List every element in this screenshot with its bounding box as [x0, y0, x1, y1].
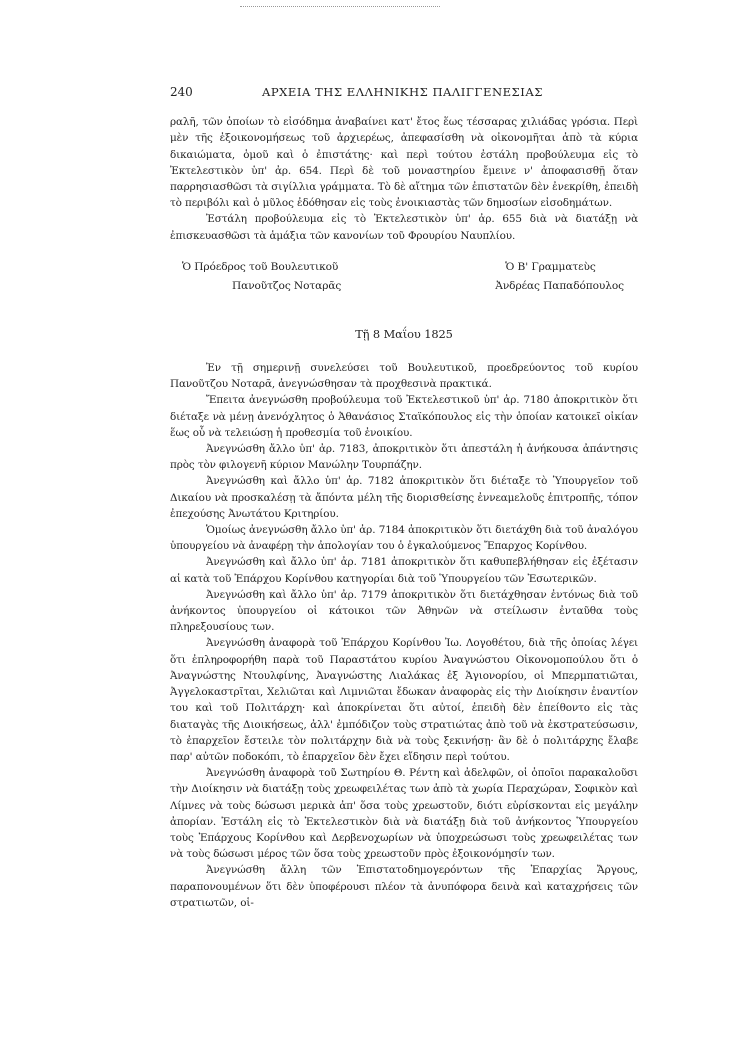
- paragraph: Ἀνεγνώσθη καὶ ἄλλο ὑπ' ἀρ. 7179 ἀποκριτικὸν ὅτι διετάχθησαν ἐντόνως διὰ τοῦ ἀνήκοντος ὑπουργείου οἱ κάτοικοι τῶν Ἀθηνῶν νὰ στείλωσιν ἐνταῦθα τοὺς πληρεξουσίους των.: [170, 588, 638, 634]
- signature-right-title: Ὁ Β' Γραμματεὺς: [505, 260, 596, 273]
- scan-artifact: [240, 0, 440, 7]
- paragraph: Ἐν τῇ σημερινῇ συνελεύσει τοῦ Βουλευτικοῦ, προεδρεύοντος τοῦ κυρίου Πανοῦτζου Νοταρᾶ, ἀνεγνώσθησαν τὰ προχθεσινὰ πρακτικά.: [170, 362, 638, 391]
- signature-block: [170, 258, 638, 296]
- signature-left: [170, 258, 341, 296]
- page-header: [170, 84, 638, 100]
- signature-right-name: Ἀνδρέας Παπαδόπουλος: [495, 279, 624, 292]
- paragraph: Ἀνεγνώσθη καὶ ἄλλο ὑπ' ἀρ. 7181 ἀποκριτικὸν ὅτι καθυπεβλήθησαν εἰς ἐξέτασιν αἱ κατὰ τοῦ Ἐπάρχου Κορίνθου κατηγορίαι διὰ τοῦ Ὑπουργείου τῶν Ἐσωτερικῶν.: [170, 556, 638, 585]
- paragraph: Ἀνεγνώσθη ἄλλο ὑπ' ἀρ. 7183, ἀποκριτικὸν ὅτι ἀπεστάλη ἡ ἀνήκουσα ἀπάντησις πρὸς τὸν φιλογενῆ κύριον Μανώλην Τουρπάζην.: [170, 443, 638, 472]
- session-2-body: [170, 360, 638, 911]
- paragraph: Ἀνεγνώσθη ἀναφορὰ τοῦ Ἐπάρχου Κορίνθου Ἰω. Λογοθέτου, διὰ τῆς ὁποίας λέγει ὅτι ἐπληροφορήθη παρὰ τοῦ Παραστάτου κυρίου Ἀναγνώστου Οἰκονομοπούλου ὅτι ὁ Ἀναγνώστης Ντουλφίνης, Ἀναγνώστης Λιαλάκας ἐξ Ἁγιονορίου, οἱ Μπερμπατιῶται, Ἀγγελοκαστρῖται, Χελιῶται καὶ Λιμνιῶται ἔδωκαν ἀναφορὰς εἰς τὴν Διοίκησιν ἐναντίον του καὶ τοῦ Πολιτάρχη· καὶ ἀποκρίνεται ὅτι αὐτοί, ἐπειδὴ δὲν ἐπείθοντο εἰς τὰς διαταγὰς τῆς Διοικήσεως, ἀλλ' ἐμπόδιζον τοὺς στρατιώτας ἀπὸ τοῦ νὰ ἐκστρατεύσωσιν, τὸ ἐπαρχεῖον ἔστειλε τὸν πολιτάρχην διὰ νὰ τοὺς ξεκινήσῃ· ἂν δὲ ὁ πολιτάρχης ἔλαβε παρ' αὐτῶν ποδοκόπι, τὸ ἐπαρχεῖον δὲν ἔχει εἴδησιν περὶ τούτου.: [170, 637, 638, 763]
- signature-right: [495, 258, 638, 296]
- paragraph: Ἀνεγνώσθη ἀναφορὰ τοῦ Σωτηρίου Θ. Ρέντη καὶ ἀδελφῶν, οἱ ὁποῖοι παρακαλοῦσι τὴν Διοίκησιν νὰ διατάξῃ τοὺς χρεωφειλέτας των ἀπὸ τὰ χωρία Περαχώραν, Σοφικὸν καὶ Λίμνες νὰ τοὺς δώσωσι μερικὰ ἀπ' ὅσα τοὺς χρεωστοῦν, διότι εὑρίσκονται εἰς μεγάλην ἀπορίαν. Ἐστάλη εἰς τὸ Ἐκτελεστικὸν διὰ νὰ διατάξῃ διὰ τοῦ ἀνήκοντος Ὑπουργείου τοὺς Ἐπάρχους Κορίνθου καὶ Δερβενοχωρίων νὰ ὑποχρεώσωσι τοὺς χρεωφειλέτας των νὰ τοὺς δώσωσι μέρος τῶν ὅσα τοὺς χρεωστοῦν πρὸς ἐξοικονόμησίν των.: [170, 767, 638, 861]
- running-title: ΑΡΧΕΙΑ ΤΗΣ ΕΛΛΗΝΙΚΗΣ ΠΑΛΙΓΓΕΝΕΣΙΑΣ: [262, 85, 543, 99]
- document-page: [170, 84, 638, 911]
- page-number: 240: [170, 85, 193, 99]
- session-1-body: [170, 114, 638, 244]
- paragraph: ραλῆ, τῶν ὁποίων τὸ εἰσόδημα ἀναβαίνει κατ' ἔτος ἕως τέσσαρας χιλιάδας γρόσια. Περὶ μὲν τῆς ἐξοικονομήσεως τοῦ ἀρχιερέως, ἀπεφασίσθη νὰ οἰκονομῆται ἀπὸ τὰ κύρια δικαιώματα, ὁμοῦ καὶ ὁ ἐπιστάτης· καὶ περὶ τούτου ἐστάλη προβούλευμα εἰς τὸ Ἐκτελεστικὸν ὑπ' ἀρ. 654. Περὶ δὲ τοῦ μοναστηρίου ἔμεινε ν' ἀποφασισθῇ ὅταν παρρησιασθῶσι τὰ σιγίλλια γράμματα. Τὸ δὲ αἴτημα τῶν ἐπιστατῶν δὲν ἐνεκρίθη, ἐπειδὴ τὸ περιβόλι καὶ ὁ μῦλος ἐδόθησαν εἰς τοὺς ἐνοικιαστὰς τῶν δημοσίων εἰσοδημάτων.: [170, 116, 638, 210]
- paragraph: Ἔπειτα ἀνεγνώσθη προβούλευμα τοῦ Ἐκτελεστικοῦ ὑπ' ἀρ. 7180 ἀποκριτικὸν ὅτι διέταξε νὰ μένῃ ἀνενόχλητος ὁ Ἀθανάσιος Σταϊκόπουλος εἰς τὴν ὁποίαν κατοικεῖ οἰκίαν ἕως οὗ νὰ τελειώσῃ ἡ προθεσμία τοῦ ἐνοικίου.: [170, 394, 638, 439]
- session-date-heading: Τῇ 8 Μαΐου 1825: [355, 326, 453, 341]
- paragraph: Ἀνεγνώσθη ἄλλη τῶν Ἐπιστατοδημογερόντων τῆς Ἐπαρχίας Ἄργους, παραπονουμένων ὅτι δὲν ὑποφέρουσι πλέον τὰ ἀνυπόφορα δεινὰ καὶ καταχρήσεις τῶν στρατιωτῶν, οἱ-: [170, 864, 638, 909]
- paragraph: Ἀνεγνώσθη καὶ ἄλλο ὑπ' ἀρ. 7182 ἀποκριτικὸν ὅτι διέταξε τὸ Ὑπουργεῖον τοῦ Δικαίου νὰ προσκαλέσῃ τὰ ἄπόντα μέλη τῆς διορισθείσης ἐννεαμελοῦς ἐπιτροπῆς, τόπον ἐπεχούσης Ἀνωτάτου Κριτηρίου.: [170, 475, 638, 520]
- paragraph: Ὁμοίως ἀνεγνώσθη ἄλλο ὑπ' ἀρ. 7184 ἀποκριτικὸν ὅτι διετάχθη διὰ τοῦ ἀναλόγου ὑπουργείου νὰ ἀναφέρῃ τὴν ἀπολογίαν του ὁ ἐγκαλούμενος Ἔπαρχος Κορίνθου.: [170, 524, 638, 553]
- signature-left-name: Πανοῦτζος Νοταρᾶς: [232, 279, 342, 292]
- signature-left-title: Ὁ Πρόεδρος τοῦ Βουλευτικοῦ: [182, 260, 339, 273]
- paragraph: Ἐστάλη προβούλευμα εἰς τὸ Ἐκτελεστικὸν ὑπ' ἀρ. 655 διὰ νὰ διατάξῃ νὰ ἐπισκευασθῶσι τὰ ἁμάξια τῶν κανονίων τοῦ Φρουρίου Ναυπλίου.: [170, 213, 638, 242]
